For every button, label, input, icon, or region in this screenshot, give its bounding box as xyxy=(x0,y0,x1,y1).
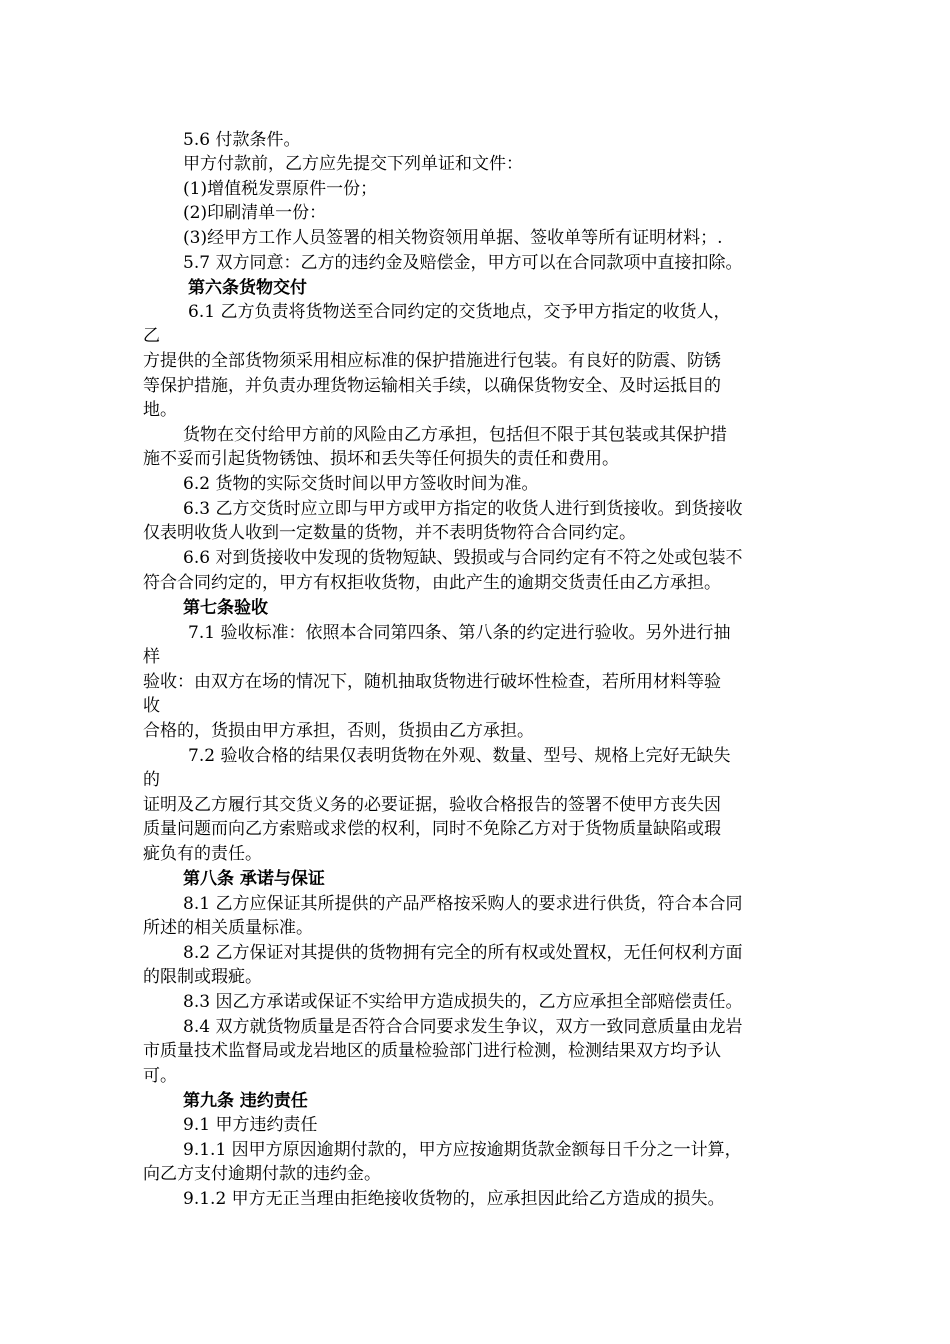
text-line: 货物在交付给甲方前的风险由乙方承担，包括但不限于其包装或其保护措 xyxy=(183,425,727,445)
text-line: 合格的，货损由甲方承担，否则，货损由乙方承担。 xyxy=(143,721,534,741)
section-heading: 第六条货物交付 xyxy=(188,278,307,298)
text-line: 样 xyxy=(143,647,160,667)
text-line: 疵负有的责任。 xyxy=(143,844,262,864)
text-line: 9.1 甲方违约责任 xyxy=(183,1115,318,1135)
text-line: 仅表明收货人收到一定数量的货物，并不表明货物符合合同约定。 xyxy=(143,523,636,543)
text-line: 质量问题而向乙方索赔或求偿的权利，同时不免除乙方对于货物质量缺陷或瑕 xyxy=(143,819,721,839)
text-line: 6.2 货物的实际交货时间以甲方签收时间为准。 xyxy=(183,474,539,494)
text-line: 可。 xyxy=(143,1066,177,1086)
text-line: 甲方付款前，乙方应先提交下列单证和文件： xyxy=(183,154,523,174)
text-line: 验收：由双方在场的情况下，随机抽取货物进行破坏性检查，若所用材料等验 xyxy=(143,672,721,692)
text-line: 8.4 双方就货物质量是否符合合同要求发生争议，双方一致同意质量由龙岩 xyxy=(183,1017,743,1037)
text-line: 9.1.2 甲方无正当理由拒绝接收货物的，应承担因此给乙方造成的损失。 xyxy=(183,1189,725,1209)
text-line: 施不妥而引起货物锈蚀、损坏和丢失等任何损失的责任和费用。 xyxy=(143,449,619,469)
text-line: 地。 xyxy=(143,400,177,420)
text-line: 的限制或瑕疵。 xyxy=(143,967,262,987)
text-line: 8.2 乙方保证对其提供的货物拥有完全的所有权或处置权，无任何权利方面 xyxy=(183,943,743,963)
text-line: 7.2 验收合格的结果仅表明货物在外观、数量、型号、规格上完好无缺失 xyxy=(188,746,731,766)
text-line: 7.1 验收标准：依照本合同第四条、第八条的约定进行验收。另外进行抽 xyxy=(188,623,731,643)
text-line: 收 xyxy=(143,696,160,716)
text-line: (1)增值税发票原件一份； xyxy=(183,179,378,199)
text-line: 6.6 对到货接收中发现的货物短缺、毁损或与合同约定有不符之处或包装不 xyxy=(183,548,743,568)
text-line: 乙 xyxy=(143,326,160,346)
text-line: 向乙方支付逾期付款的违约金。 xyxy=(143,1164,381,1184)
section-heading: 第八条 承诺与保证 xyxy=(183,869,325,889)
section-heading: 第九条 违约责任 xyxy=(183,1091,308,1111)
section-heading: 第七条验收 xyxy=(183,598,268,618)
text-line: 8.3 因乙方承诺或保证不实给甲方造成损失的，乙方应承担全部赔偿责任。 xyxy=(183,992,743,1012)
text-line: 符合合同约定的，甲方有权拒收货物，由此产生的逾期交货责任由乙方承担。 xyxy=(143,573,721,593)
text-line: 等保护措施，并负责办理货物运输相关手续，以确保货物安全、及时运抵目的 xyxy=(143,376,721,396)
text-line: 所述的相关质量标准。 xyxy=(143,918,313,938)
text-line: 8.1 乙方应保证其所提供的产品严格按采购人的要求进行供货，符合本合同 xyxy=(183,894,743,914)
text-line: 6.3 乙方交货时应立即与甲方或甲方指定的收货人进行到货接收。到货接收 xyxy=(183,499,743,519)
text-line: 6.1 乙方负责将货物送至合同约定的交货地点，交予甲方指定的收货人， xyxy=(188,302,731,322)
text-line: (3)经甲方工作人员签署的相关物资领用单据、签收单等所有证明材料；. xyxy=(183,228,723,248)
text-line: 9.1.1 因甲方原因逾期付款的，甲方应按逾期货款金额每日千分之一计算， xyxy=(183,1140,742,1160)
text-line: 市质量技术监督局或龙岩地区的质量检验部门进行检测，检测结果双方均予认 xyxy=(143,1041,721,1061)
text-line: 5.6 付款条件。 xyxy=(183,130,301,150)
text-line: 证明及乙方履行其交货义务的必要证据，验收合格报告的签署不使甲方丧失因 xyxy=(143,795,721,815)
text-line: 方提供的全部货物须采用相应标准的保护措施进行包装。有良好的防震、防锈 xyxy=(143,351,721,371)
text-line: 5.7 双方同意：乙方的违约金及赔偿金，甲方可以在合同款项中直接扣除。 xyxy=(183,253,743,273)
text-line: 的 xyxy=(143,770,160,790)
text-line: (2)印刷清单一份： xyxy=(183,203,327,223)
